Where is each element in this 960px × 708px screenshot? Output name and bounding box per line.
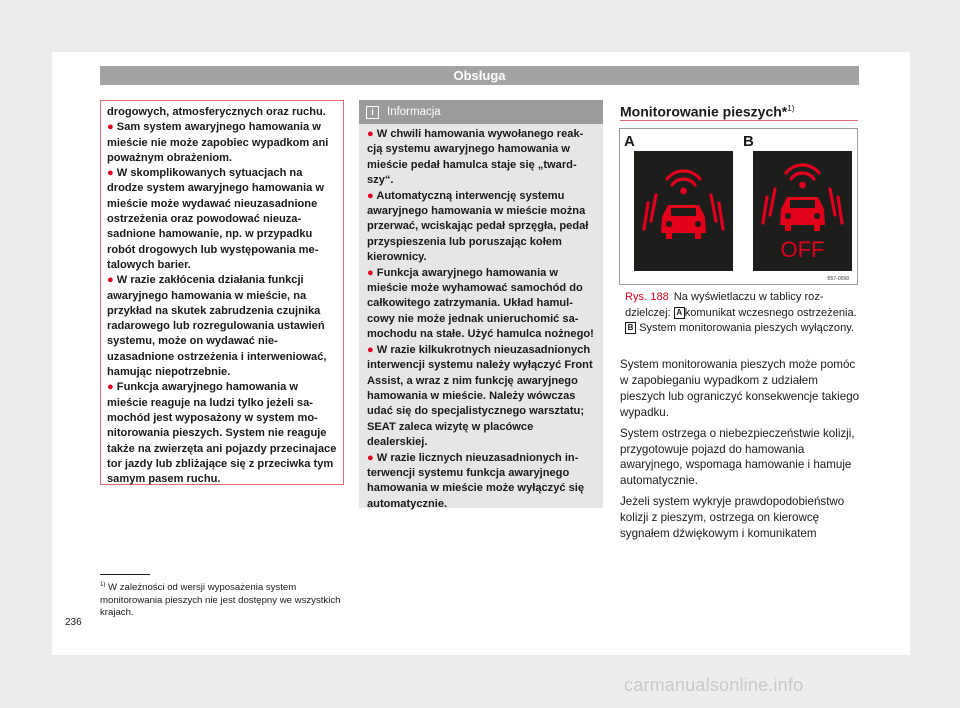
warning-bullet-text: W razie zakłócenia działania funkcji awaryjnego hamowania w mieście, na przykład na skutek zabrudzenia czujnika radarowego lub rozregulowania ustawień systemu, może on wydawać nieuzasadnione ostrzeżenia i interweniować, hamując niepotrzebnie. — [107, 274, 327, 379]
page-header: Obsługa — [100, 66, 859, 85]
boxed-letter-a: A — [674, 307, 685, 319]
warning-bullet-text: Sam system awaryjnego hamowania w mieście nie może zapobiec wypadkom ani poważnym obrażeniom. — [107, 121, 329, 164]
section-title-text: Monitorowanie pieszych* — [620, 103, 788, 120]
info-bullet-text: W razie licznych nieuzasadnionych interwencji systemu funkcja awaryjnego hamowania w mieście może wyłączyć się automatycznie. — [367, 451, 585, 510]
warning-bullet-1 — [107, 120, 338, 166]
figure-188 — [619, 128, 858, 285]
bullet-icon: ● — [107, 381, 114, 394]
footnote — [100, 579, 350, 619]
caption-text: Na wyświetlaczu w tablicy rozdzielczej: — [625, 291, 824, 319]
pedestrian-monitoring-off-icon — [753, 151, 852, 271]
info-bullet-5 — [367, 451, 595, 513]
pedestrian-warning-icon — [634, 151, 733, 271]
figure-code: B57-0098 — [827, 276, 849, 282]
section-body — [620, 357, 860, 547]
caption-text: komunikat wczesnego ostrzeżenia. — [684, 306, 857, 319]
section-title — [620, 100, 858, 121]
figure-label-b: B — [743, 133, 754, 150]
bullet-icon: ● — [367, 451, 374, 464]
caption-text: System monitorowania pieszych wyłączony. — [636, 322, 855, 334]
info-bullet-3 — [367, 266, 595, 343]
page-number: 236 — [65, 617, 82, 628]
warning-intro-text: drogowych, atmosferycznych oraz ruchu. — [107, 106, 326, 118]
warning-bullet-2 — [107, 166, 338, 273]
footnote-mark: 1) — [100, 582, 106, 588]
warning-bullet-text: Funkcja awaryjnego hamowania w mieście reaguje na ludzi tylko jeżeli samochód jest wyposażony w system monitorowania pieszych. System nie reaguje także na zwierzęta ani pojazdy przecinajace tor jazdy lub zbliżające się z przeciwka tym samym pasem ruchu. — [107, 381, 337, 486]
info-icon: i — [366, 106, 379, 119]
figure-caption — [625, 290, 857, 337]
off-label: OFF — [780, 237, 825, 262]
display-panel-a — [634, 151, 733, 271]
info-bullet-text: Automatyczną interwencję systemu awaryjnego hamowania w mieście można przerwać, wciskając pedał sprzęgła, pedał przyspieszenia lub poruszając kołem kierownicy. — [367, 189, 589, 264]
bullet-icon: ● — [367, 189, 374, 202]
info-bullet-2 — [367, 189, 595, 266]
footnote-reference: 1) — [787, 104, 795, 113]
body-paragraph-2: System ostrzega o niebezpieczeństwie kolizji, przygotowuje pojazd do hamowania awaryjnego, wspomaga hamowanie i hamuje automatycznie. — [620, 426, 855, 488]
footnote-text: W zależności od wersji wyposażenia system monitorowania pieszych nie jest dostępny we wszystkich krajach. — [100, 582, 341, 618]
body-paragraph-1: System monitorowania pieszych może pomóc w zapobieganiu wypadkom z udziałem pieszych lub ograniczyć konsekwencje takiego wypadku. — [620, 358, 860, 419]
caption-label: Rys. 188 — [625, 291, 669, 303]
warning-bullet-text: W skomplikowanych sytuacjach na drodze system awaryjnego hamowania w mieście może wydawać nieuzasadnione ostrzeżenia oraz powodować nieuzasadnione hamowanie, np. w przypadku robót drogowych lub występowania metalowych barier. — [107, 167, 325, 271]
bullet-icon: ● — [107, 274, 114, 287]
figure-label-a: A — [624, 133, 635, 150]
information-body — [359, 124, 603, 512]
info-bullet-text: W chwili hamowania wywołanego reakcją systemu awaryjnego hamowania w mieście pedał hamulca staje się „twardszy“. — [367, 128, 584, 187]
display-panel-b — [753, 151, 852, 271]
info-bullet-text: Funkcja awaryjnego hamowania w mieście może wyhamować samochód do całkowitego zatrzymania. Układ hamulcowy nie może jednak unieruchomić samochodu na stałe. Użyć hamulca nożnego! — [367, 266, 594, 341]
information-title: Informacja — [387, 106, 441, 118]
body-paragraph-3: Jeżeli system wykryje prawdopodobieństwo kolizji z pieszym, ostrzega on kierowcę sygnałem dźwiękowym i komunikatem — [620, 495, 845, 541]
warning-bullet-3 — [107, 273, 338, 380]
warning-box — [100, 100, 344, 485]
warning-bullet-4 — [107, 380, 338, 487]
bullet-icon: ● — [367, 343, 374, 356]
bullet-icon: ● — [367, 266, 374, 279]
watermark: carmanualsonline.info — [624, 675, 804, 695]
information-box — [359, 100, 603, 508]
boxed-letter-b: B — [625, 322, 636, 334]
information-header — [359, 100, 603, 124]
bullet-icon: ● — [107, 121, 114, 134]
info-bullet-1 — [367, 127, 595, 189]
bullet-icon: ● — [367, 128, 374, 140]
info-bullet-4 — [367, 343, 595, 451]
info-bullet-text: W razie kilkukrotnych nieuzasadnionych interwencji systemu należy wyłączyć Front Assist, a wraz z nim funkcję awaryjnego hamowania w mieście. Należy wówczas udać się do specjalistycznego warsztatu; SEAT zaleca wizytę w placówce dealerskiej. — [367, 343, 593, 449]
bullet-icon: ● — [107, 167, 114, 180]
footnote-divider — [100, 574, 150, 575]
